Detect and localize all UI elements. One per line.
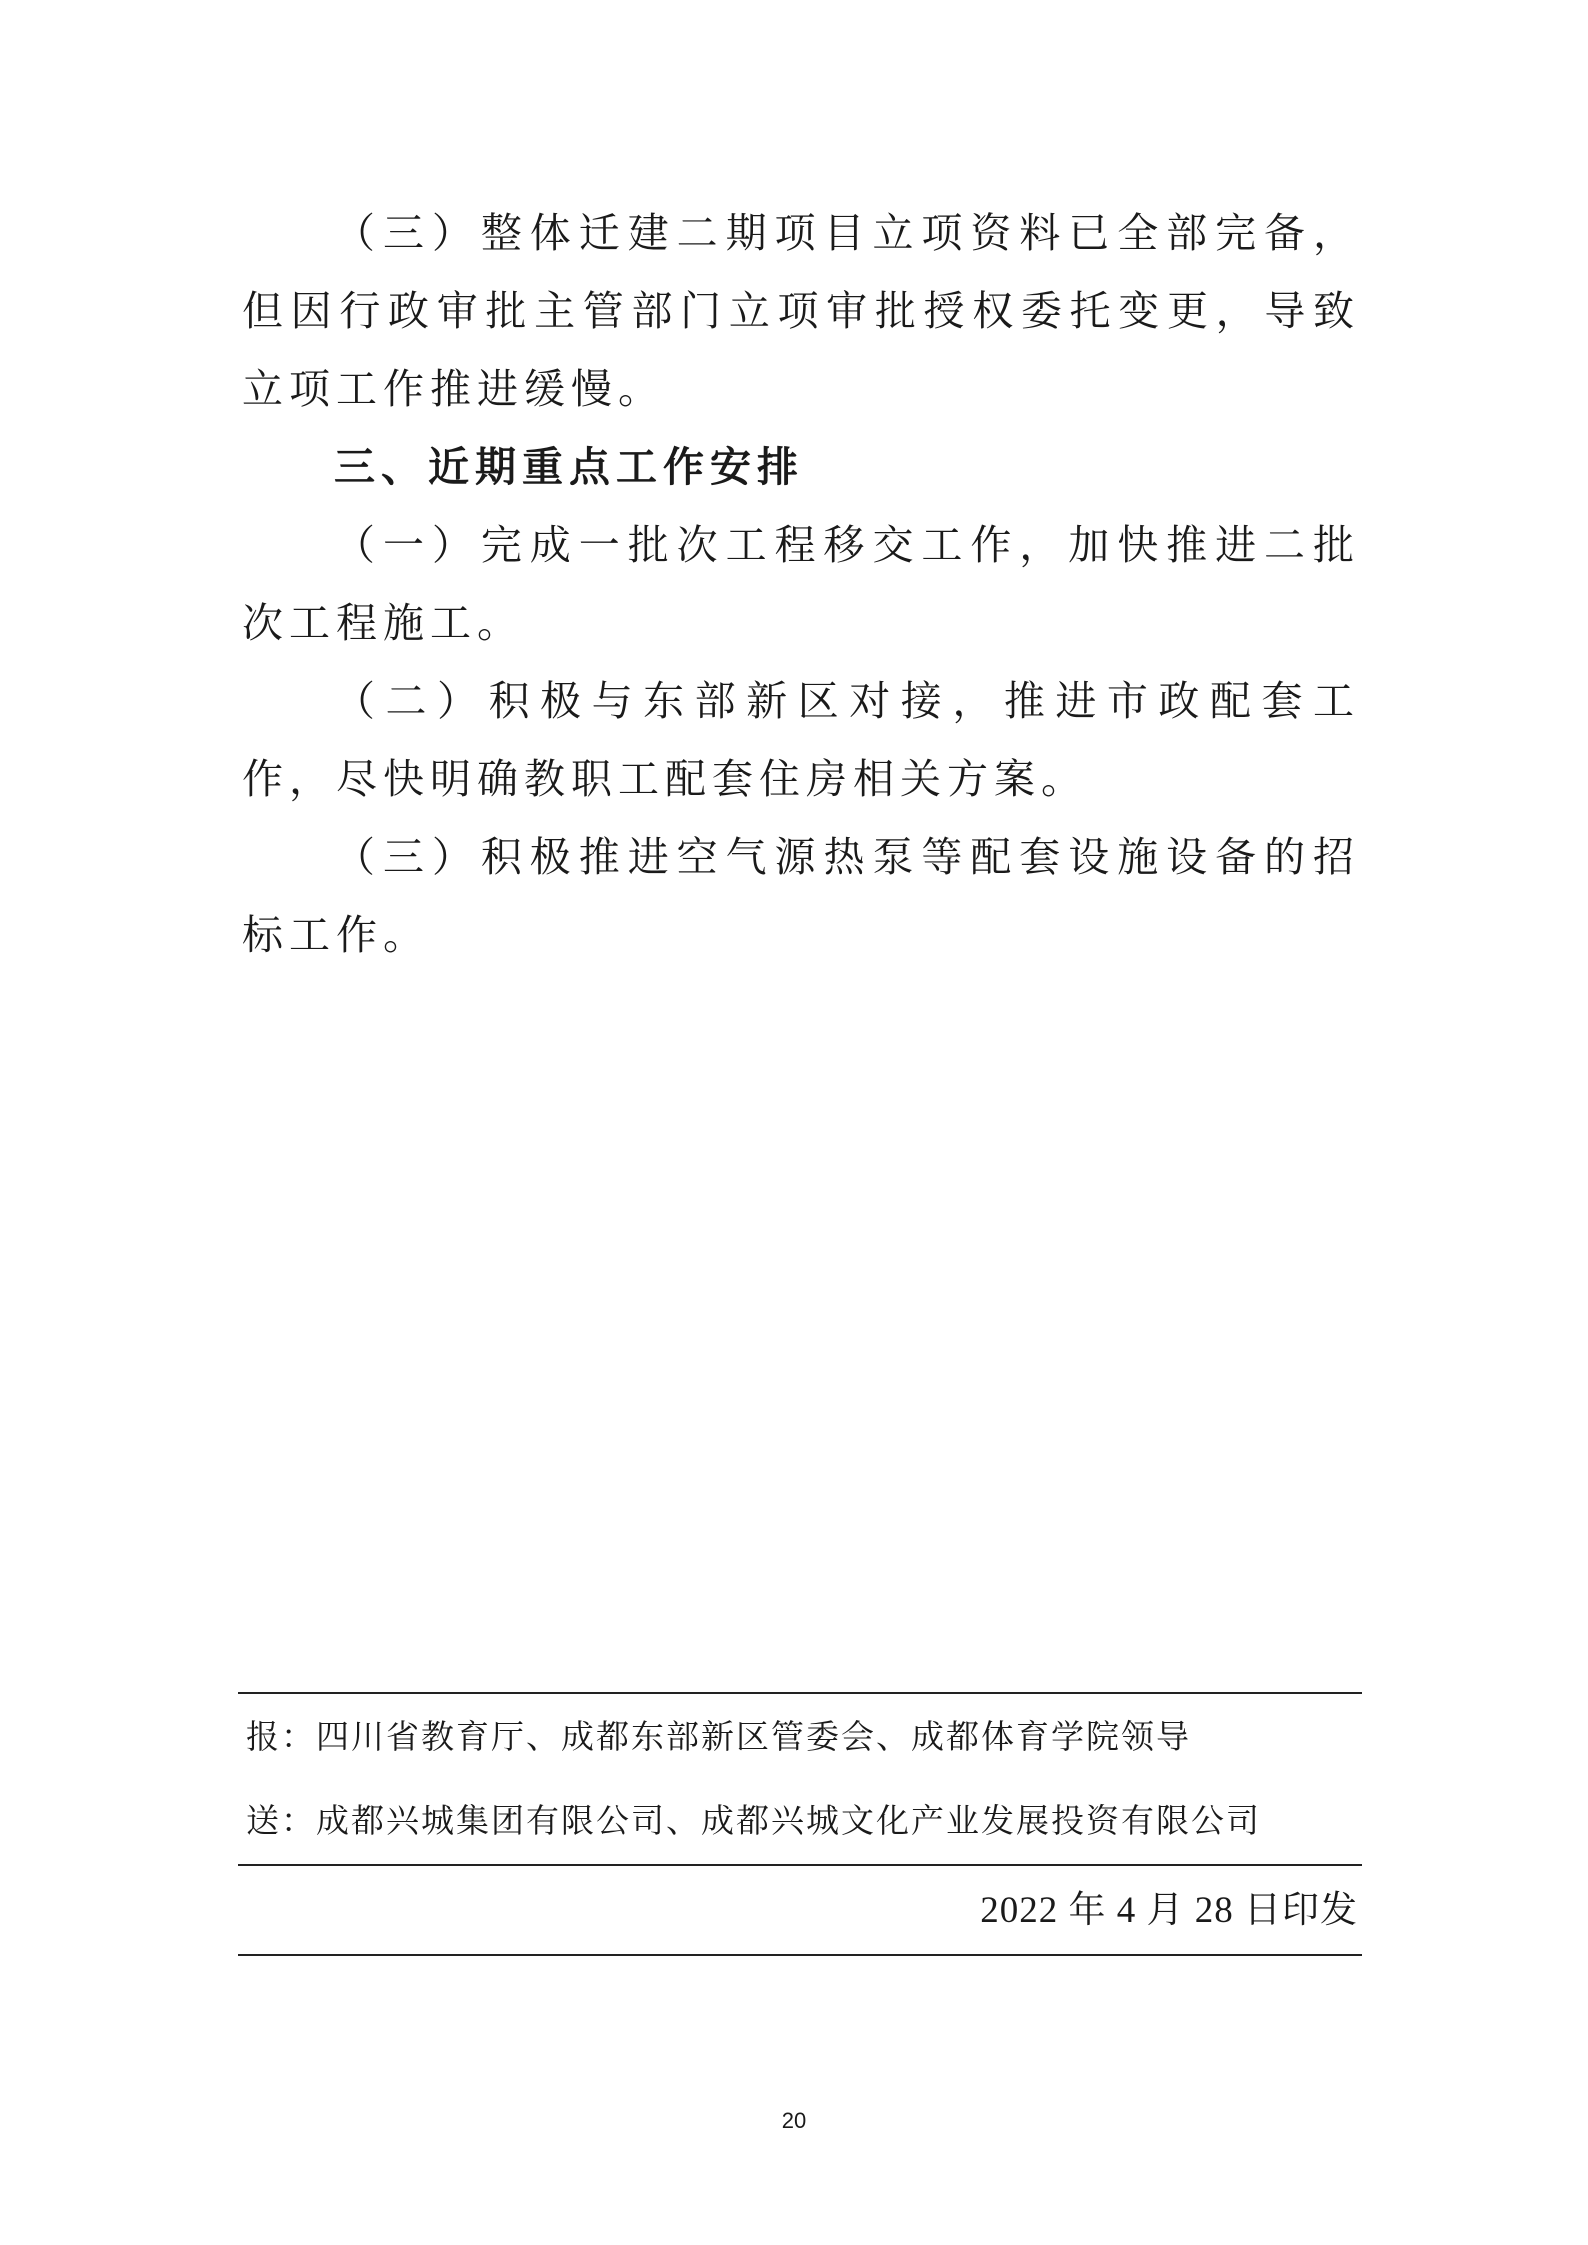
page-number: 20 (781, 2108, 807, 2133)
body-paragraph-3: （二）积极与东部新区对接，推进市政配套工作，尽快明确教职工配套住房相关方案。 (242, 677, 1360, 803)
issue-date: 2022 年 4 月 28 日印发 (980, 1890, 1358, 1931)
distribution-top-rule (238, 1692, 1362, 1694)
body-paragraph-1: （三）整体迁建二期项目立项资料已全部完备，但因行政审批主管部门立项审批授权委托变更，导致立项工作推进缓慢。 (242, 209, 1360, 413)
body-paragraph-2: （一）完成一批次工程移交工作，加快推进二批次工程施工。 (242, 521, 1360, 647)
distribution-bottom-rule (238, 1954, 1362, 1956)
report-to-line: 报：四川省教育厅、成都东部新区管委会、成都体育学院领导 (246, 1717, 1191, 1756)
section-heading: 三、近期重点工作安排 (334, 443, 804, 491)
body-paragraph-4: （三）积极推进空气源热泵等配套设施设备的招标工作。 (242, 833, 1360, 959)
distribution-middle-rule (238, 1864, 1362, 1866)
copy-to-line: 送：成都兴城集团有限公司、成都兴城文化产业发展投资有限公司 (246, 1801, 1261, 1840)
